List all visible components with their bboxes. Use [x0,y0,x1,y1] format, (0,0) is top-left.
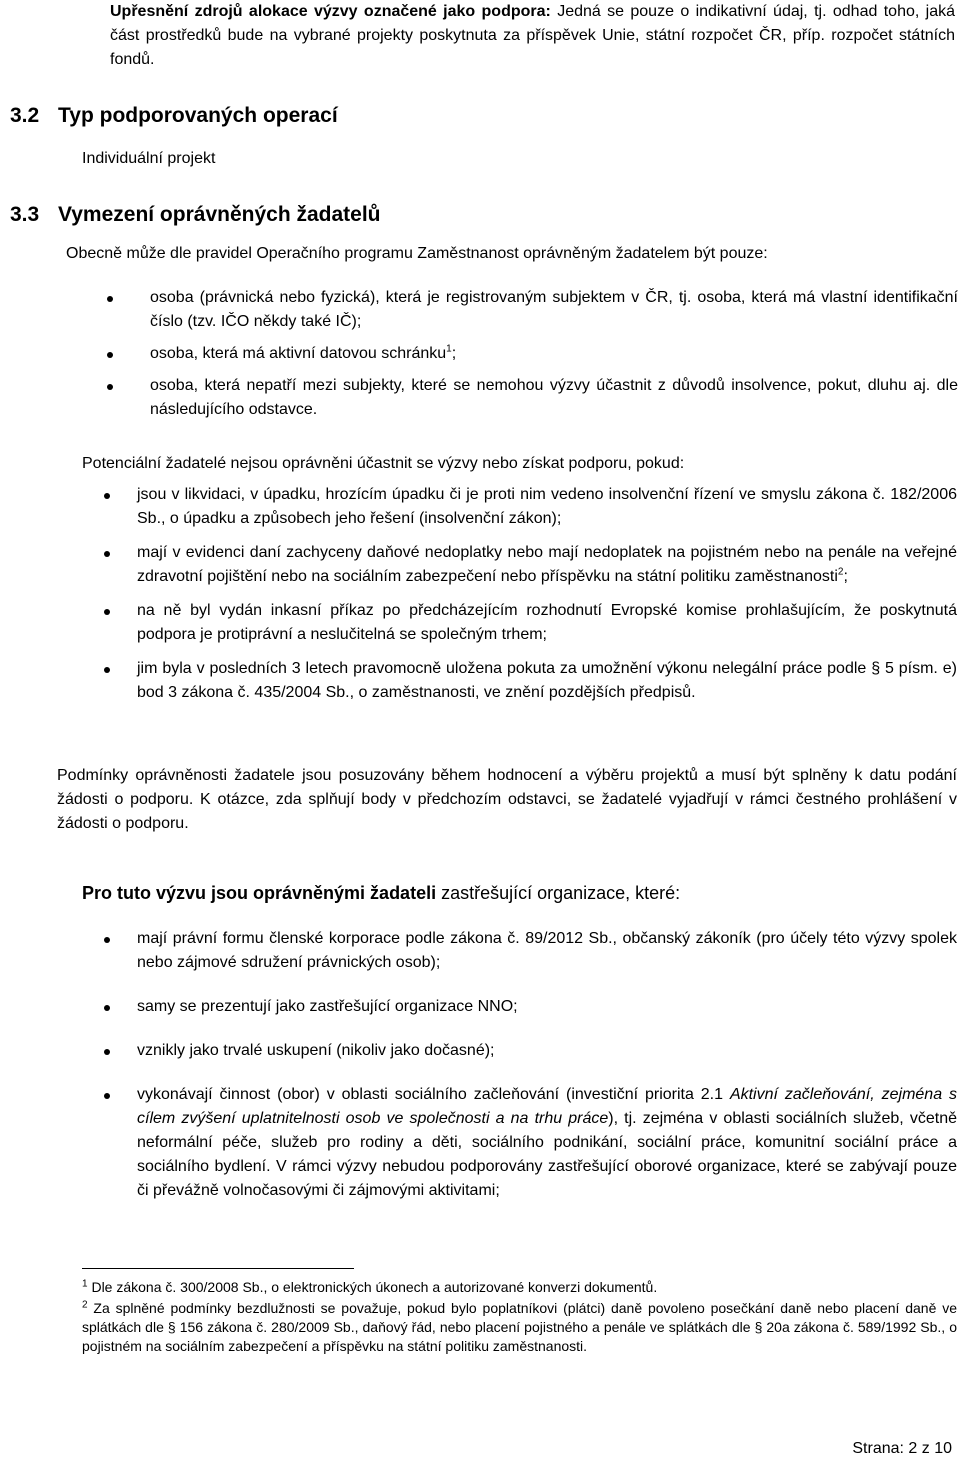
list-item-text-rest: ), tj. zejména v oblasti sociálních služeb, včetně neformální péče, služeb pro rodiny a děti, sociálního podnikání, sociální práce, komunitní sociální práce a sociálního bydlení. V rámci výzvy nebudou podporovány zastřešující oborové organizace, které se zabývají pouze či převážně volnočasovými či zájmovými aktivitami; [137,1110,958,1199]
section-33-heading [10,203,381,227]
list-item-text: mají právní formu členské korporace podle zákona č. 89/2012 Sb., občanský zákoník (pro účely této výzvy spolek nebo zájmové sdružení právnických osob); [137,930,957,971]
page-number: Strana: 2 z 10 [852,1440,952,1457]
conditions-paragraph: Podmínky oprávněnosti žadatele jsou posuzovány během hodnocení a výběru projektů a musí být splněny k datu podání žádosti o podporu. K otázce, zda splňují body v předchozím odstavci, se žadatelé vyjadřují v rámci čestného prohlášení v žádosti o podporu. [57,767,957,832]
list-item [150,342,958,366]
list-item-text: osoba (právnická nebo fyzická), která je registrovaným subjektem v ČR, tj. osoba, která má vlastní identifikační číslo (tzv. IČO někdy také IČ); [150,289,958,330]
footnote-text: Dle zákona č. 300/2008 Sb., o elektronických úkonech a autorizované konverzi dokumentů. [87,1279,658,1295]
footnote-mark: 1 [82,1278,88,1290]
potential-intro: Potenciální žadatelé nejsou oprávněni účastnit se výzvy nebo získat podporu, pokud: [82,455,685,472]
bullet-icon [104,1005,110,1011]
bullet-icon [104,1049,110,1055]
bullet-icon [104,493,110,499]
section-32-title: Typ podporovaných operací [58,104,338,127]
list-item [137,1039,957,1063]
list-item-text: vznikly jako trvalé uskupení (nikoliv jako dočasné); [137,1042,495,1059]
footnote-2 [82,1299,957,1356]
list-item [137,927,957,975]
list-item-tail: ; [843,568,848,585]
list-item [137,599,957,647]
section-32-heading [10,104,338,128]
footnote-text: Za splněné podmínky bezdlužnosti se považuje, pokud bylo poplatníkovi (plátci) daně povoleno posečkání daně nebo placení daně ve splátkách dle § 156 zákona č. 280/2009 Sb., daňový řád, nebo placení pojistného a penále ve splátkách dle § 20a zákona č. 589/1992 Sb., o pojistném na sociálním zabezpečení a příspěvku na státní politiku zaměstnanosti. [82,1300,957,1354]
section-33-title: Vymezení oprávněných žadatelů [58,203,381,226]
bullet-icon [107,352,113,358]
footnote-1 [82,1278,957,1297]
list-item [137,483,957,531]
section-32-subtitle: Individuální projekt [82,150,216,167]
eligible-lead-rest: zastřešující organizace, které: [436,883,681,903]
list-item-text: osoba, která nepatří mezi subjekty, které se nemohou výzvy účastnit z důvodů insolvence, pokut, dluhu aj. dle následujícího odstavce. [150,377,958,418]
list-item-text: osoba, která má aktivní datovou schránku [150,345,447,362]
section-33-intro: Obecně může dle pravidel Operačního programu Zaměstnanost oprávněným žadatelem být pouze: [66,245,768,262]
list-item-text: samy se prezentují jako zastřešující organizace NNO; [137,998,518,1015]
section-32-number: 3.2 [10,104,40,127]
footnote-divider [82,1268,354,1269]
list-item-tail: ; [451,345,457,362]
footnote-ref: 1 [446,343,452,355]
bullet-icon [104,1093,110,1099]
list-item-text: jim byla v posledních 3 letech pravomocně uložena pokuta za umožnění výkonu nelegální práce podle § 5 písm. e) bod 3 zákona č. 435/2004 Sb., o zaměstnanosti, ve znění pozdějších předpisů. [137,660,957,701]
section-33-number: 3.3 [10,203,40,226]
footnote-mark: 2 [82,1299,88,1311]
eligible-lead [82,883,680,904]
list-item [150,374,958,422]
list-item [150,286,958,334]
bullet-icon [104,609,110,615]
bullet-icon [104,937,110,943]
bullet-icon [107,384,113,390]
list-item [137,657,957,705]
list-item [137,541,957,589]
intro-bold: Upřesnění zdrojů alokace výzvy označené jako podpora: [110,3,551,20]
section-33-bullets [150,286,958,422]
bullet-icon [104,667,110,673]
eligible-bullets [137,927,957,1203]
list-item [137,995,957,1019]
list-item-text: jsou v likvidaci, v úpadku, hrozícím úpadku či je proti nim vedeno insolvenční řízení ve smyslu zákona č. 182/2006 Sb., o úpadku a způsobech jeho řešení (insolvenční zákon); [137,486,957,527]
list-item-text: na ně byl vydán inkasní příkaz po předcházejícím rozhodnutí Evropské komise prohlašujícím, že poskytnutá podpora je protiprávní a neslučitelná se společným trhem; [137,602,957,643]
potential-bullets [137,483,957,705]
bullet-icon [107,296,113,302]
bullet-icon [104,551,110,557]
intro-paragraph [110,0,955,72]
list-item [137,1083,957,1203]
list-item-italic: Aktivní začleňování, zejména s cílem zvýšení uplatnitelnosti osob ve společnosti a na trhu práce [137,1086,957,1127]
list-item-text: vykonávají činnost (obor) v oblasti sociálního začleňování (investiční priorita 2.1 [137,1086,730,1103]
footnote-ref: 2 [837,566,844,578]
list-item-text: mají v evidenci daní zachyceny daňové nedoplatky nebo mají nedoplatek na pojistném nebo na penále na veřejné zdravotní pojištění nebo na sociálním zabezpečení nebo příspěvku na státní politiku zaměstnanosti [137,544,957,585]
intro-text: Jedná se pouze o indikativní údaj, tj. odhad toho, jaká část prostředků bude na vybrané projekty poskytnuta za příspěvek Unie, státní rozpočet ČR, příp. rozpočet státních fondů. [110,3,955,68]
eligible-lead-bold: Pro tuto výzvu jsou oprávněnými žadateli [82,883,437,903]
